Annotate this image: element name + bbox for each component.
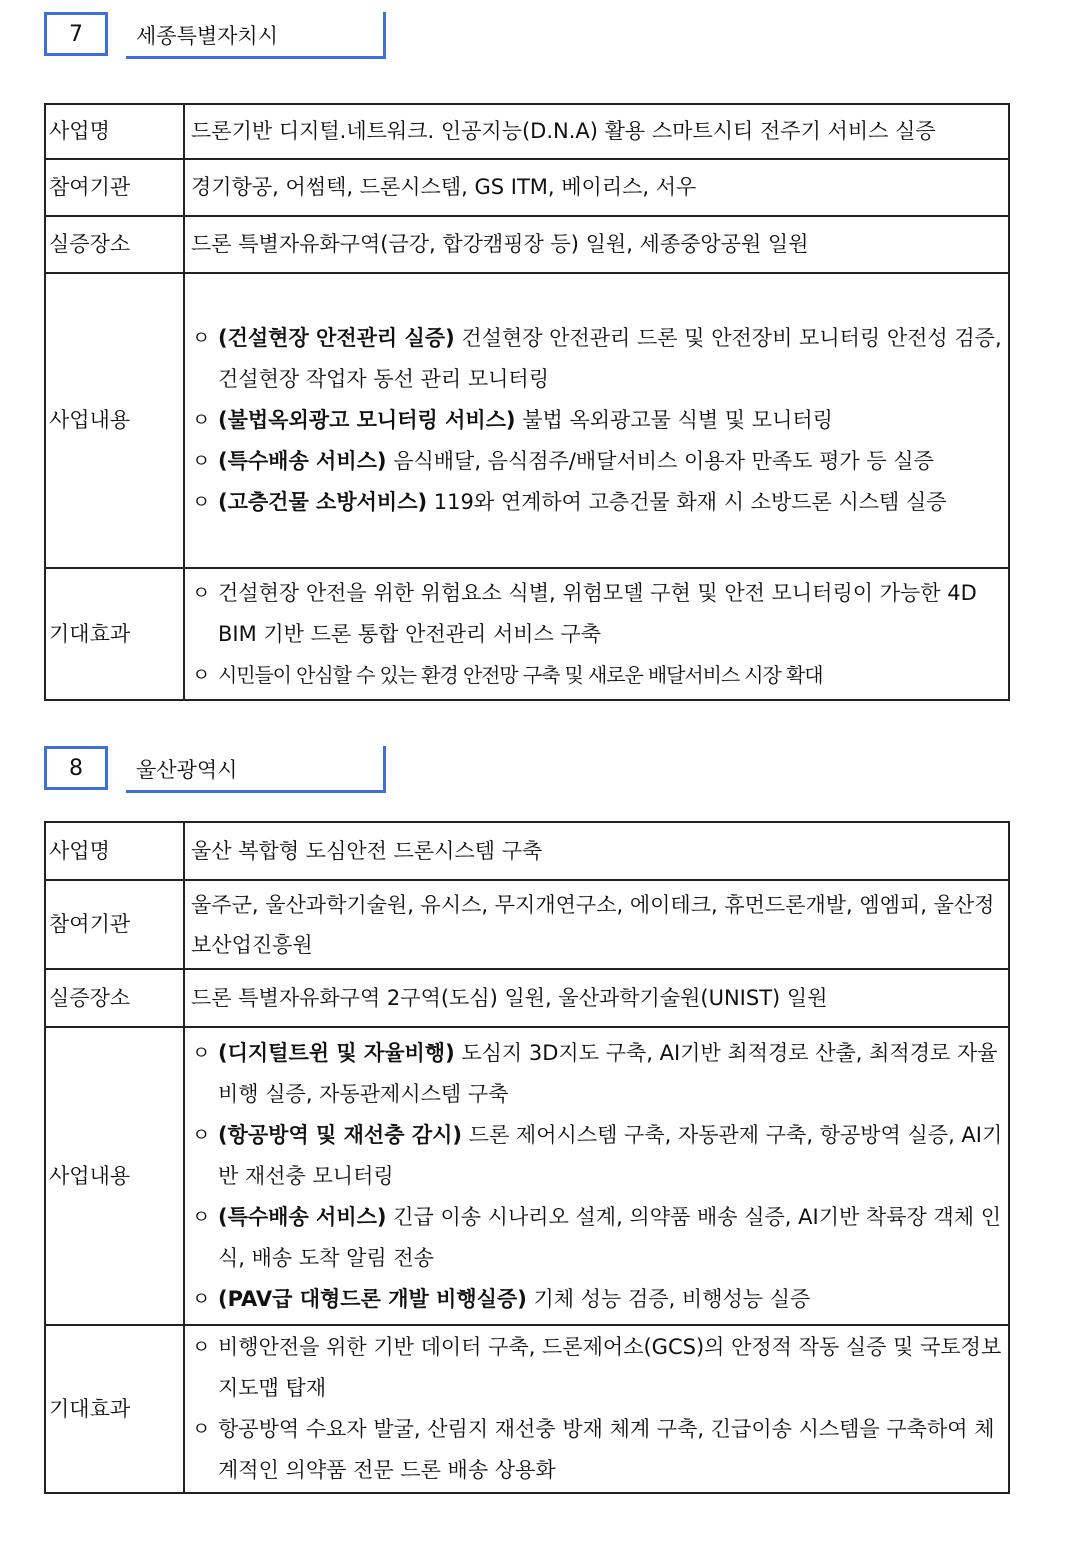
row-test-location bbox=[45, 216, 1009, 273]
item-title: (디지털트윈 및 자율비행) bbox=[218, 1040, 455, 1065]
bullet-icon: ㅇ bbox=[192, 1336, 211, 1358]
section-header bbox=[44, 12, 1010, 62]
item-title: (PAV급 대형드론 개발 비행실증) bbox=[218, 1286, 527, 1311]
bullet-icon: ㅇ bbox=[192, 663, 211, 686]
item-text: 불법 옥외광고물 식별 및 모니터링 bbox=[515, 408, 833, 432]
section-number: 8 bbox=[44, 746, 108, 790]
bullet-icon: ㅇ bbox=[192, 1123, 211, 1146]
list-item bbox=[191, 1033, 1008, 1115]
list-item bbox=[191, 441, 1008, 482]
label-effects: 기대효과 bbox=[45, 568, 184, 700]
label-test-location: 실증장소 bbox=[45, 216, 184, 273]
list-item bbox=[191, 1115, 1008, 1197]
item-title: (특수배송 서비스) bbox=[218, 1204, 387, 1229]
list-item bbox=[191, 1409, 1008, 1491]
item-text: 드론 제어시스템 구축, 자동관제 구축, 항공방역 실증, AI기반 재선충 모니터링 bbox=[218, 1122, 1003, 1188]
region-frame bbox=[126, 12, 386, 59]
label-effects: 기대효과 bbox=[45, 1325, 184, 1493]
item-text: 건설현장 안전을 위한 위험요소 식별, 위험모델 구현 및 안전 모니터링이 가능한 4D BIM 기반 드론 통합 안전관리 서비스 구축 bbox=[218, 580, 977, 646]
row-organizations bbox=[45, 880, 1009, 969]
section-number: 7 bbox=[44, 12, 108, 56]
item-text: 건설현장 안전관리 드론 및 안전장비 모니터링 안전성 검증, 건설현장 작업자 동선 관리 모니터링 bbox=[218, 326, 1002, 391]
value-effects bbox=[184, 1325, 1009, 1493]
item-title: (특수배송 서비스) bbox=[218, 449, 387, 473]
value-project-name: 드론기반 디지털.네트워크. 인공지능(D.N.A) 활용 스마트시티 전주기 서비스 실증 bbox=[184, 104, 1009, 159]
list-item bbox=[191, 655, 1008, 696]
section-8 bbox=[44, 746, 1010, 1482]
list-item bbox=[191, 482, 1008, 523]
item-text: 도심지 3D지도 구축, AI기반 최적경로 산출, 최적경로 자율비행 실증, 자동관제시스템 구축 bbox=[218, 1040, 998, 1106]
list-item bbox=[191, 1327, 1008, 1409]
value-test-location: 드론 특별자유화구역(금강, 합강캠핑장 등) 일원, 세종중앙공원 일원 bbox=[184, 216, 1009, 273]
list-item bbox=[191, 1197, 1008, 1279]
item-title: (불법옥외광고 모니터링 서비스) bbox=[218, 408, 516, 432]
bullet-icon: ㅇ bbox=[192, 491, 211, 513]
row-project-name bbox=[45, 104, 1009, 159]
item-text: 음식배달, 음식점주/배달서비스 이용자 만족도 평가 등 실증 bbox=[386, 449, 934, 473]
item-text: 기체 성능 검증, 비행성능 실증 bbox=[526, 1286, 811, 1311]
region-frame bbox=[126, 746, 386, 793]
region-title: 세종특별자치시 bbox=[136, 24, 279, 48]
value-contents bbox=[184, 1027, 1009, 1325]
section-7 bbox=[44, 12, 1010, 687]
label-project-name: 사업명 bbox=[45, 822, 184, 880]
label-organizations: 참여기관 bbox=[45, 159, 184, 216]
item-text: 항공방역 수요자 발굴, 산림지 재선충 방재 체계 구축, 긴급이송 시스템을 구축하여 체계적인 의약품 전문 드론 배송 상용화 bbox=[218, 1417, 995, 1482]
value-contents bbox=[184, 273, 1009, 568]
list-item bbox=[191, 318, 1008, 400]
label-project-name: 사업명 bbox=[45, 104, 184, 159]
row-test-location bbox=[45, 969, 1009, 1027]
value-project-name: 울산 복합형 도심안전 드론시스템 구축 bbox=[184, 822, 1009, 880]
bullet-icon: ㅇ bbox=[192, 1287, 211, 1310]
item-text: 비행안전을 위한 기반 데이터 구축, 드론제어소(GCS)의 안정적 작동 실증 및 국토정보지도맵 탑재 bbox=[218, 1335, 1002, 1400]
item-title: (건설현장 안전관리 실증) bbox=[218, 326, 455, 350]
bullet-icon: ㅇ bbox=[192, 1418, 211, 1440]
value-organizations: 울주군, 울산과학기술원, 유시스, 무지개연구소, 에이테크, 휴먼드론개발, 엠엠피, 울산정보산업진흥원 bbox=[184, 880, 1009, 969]
row-contents bbox=[45, 273, 1009, 568]
project-table bbox=[44, 103, 1010, 701]
bullet-icon: ㅇ bbox=[192, 327, 211, 349]
section-header bbox=[44, 746, 1010, 796]
project-table bbox=[44, 821, 1010, 1494]
label-test-location: 실증장소 bbox=[45, 969, 184, 1027]
list-item bbox=[191, 573, 1008, 655]
item-text: 119와 연계하여 고층건물 화재 시 소방드론 시스템 실증 bbox=[427, 490, 947, 514]
value-organizations: 경기항공, 어썸텍, 드론시스템, GS ITM, 베이리스, 서우 bbox=[184, 159, 1009, 216]
list-item bbox=[191, 400, 1008, 441]
row-organizations bbox=[45, 159, 1009, 216]
value-effects bbox=[184, 568, 1009, 700]
list-item bbox=[191, 1279, 1008, 1320]
row-effects bbox=[45, 1325, 1009, 1493]
bullet-icon: ㅇ bbox=[192, 1041, 211, 1064]
bullet-icon: ㅇ bbox=[192, 409, 211, 431]
row-effects bbox=[45, 568, 1009, 700]
row-contents bbox=[45, 1027, 1009, 1325]
region-title: 울산광역시 bbox=[136, 758, 238, 782]
label-organizations: 참여기관 bbox=[45, 880, 184, 969]
value-test-location: 드론 특별자유화구역 2구역(도심) 일원, 울산과학기술원(UNIST) 일원 bbox=[184, 969, 1009, 1027]
bullet-icon: ㅇ bbox=[192, 450, 211, 472]
bullet-icon: ㅇ bbox=[192, 581, 211, 604]
item-text: 시민들이 안심할 수 있는 환경 안전망 구축 및 새로운 배달서비스 시장 확대 bbox=[218, 662, 823, 687]
item-text: 긴급 이송 시나리오 설계, 의약품 배송 실증, AI기반 착륙장 객체 인식, 배송 도착 알림 전송 bbox=[218, 1204, 1002, 1270]
item-title: (항공방역 및 재선충 감시) bbox=[218, 1122, 462, 1147]
label-contents: 사업내용 bbox=[45, 1027, 184, 1325]
label-contents: 사업내용 bbox=[45, 273, 184, 568]
item-title: (고층건물 소방서비스) bbox=[218, 490, 428, 514]
bullet-icon: ㅇ bbox=[192, 1205, 211, 1228]
row-project-name bbox=[45, 822, 1009, 880]
